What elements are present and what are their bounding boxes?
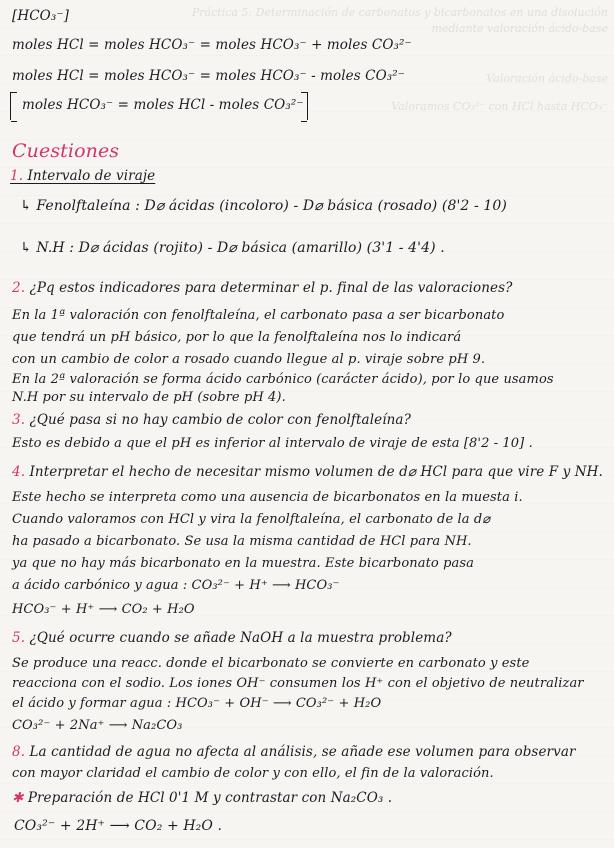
question-heading: 4. Interpretar el hecho de necesitar mismo volumen de d⌀ HCl para que vire F y NH. xyxy=(12,464,603,480)
indicator-line: ↳ Fenolftaleína : D⌀ ácidas (incoloro) - D⌀ básica (rosado) (8'2 - 10) xyxy=(20,198,507,214)
answer-line: Se produce una reacc. donde el bicarbonato se convierte en carbonato y este xyxy=(12,656,530,671)
question-number: 1. xyxy=(10,168,24,184)
answer-line: Esto es debido a que el pH es inferior al intervalo de viraje de esta [8'2 - 10] . xyxy=(12,436,533,451)
answer-line: que tendrá un pH básico, por lo que la fenolftaleína nos lo indicará xyxy=(12,330,462,345)
question-heading: 8. La cantidad de agua no afecta al análisis, se añade ese volumen para observar xyxy=(12,744,576,760)
bleed-through-text: Valoramos CO₃²⁻ con HCl hasta HCO₃⁻ xyxy=(391,100,608,113)
question-number: 8. xyxy=(12,744,26,760)
bleed-through-text: mediante valoración ácido-base xyxy=(431,22,608,35)
question-number: 2. xyxy=(12,280,26,296)
bleed-through-text: Práctica 5: Determinación de carbonatos y bicarbonatos en una disolución xyxy=(191,6,608,19)
question-heading: 1. Intervalo de viraje xyxy=(10,168,156,184)
answer-line: a ácido carbónico y agua : CO₃²⁻ + H⁺ ⟶ HCO₃⁻ xyxy=(12,578,340,593)
boxed-formula: moles HCO₃⁻ = moles HCl - moles CO₃²⁻ xyxy=(22,97,304,113)
answer-line: HCO₃⁻ + H⁺ ⟶ CO₂ + H₂O xyxy=(12,602,195,617)
preparation-heading: ✱ Preparación de HCl 0'1 M y contrastar con Na₂CO₃ . xyxy=(12,790,393,806)
text-line: moles HCl = moles HCO₃⁻ = moles HCO₃⁻ - moles CO₃²⁻ xyxy=(12,68,406,84)
text-line: moles HCl = moles HCO₃⁻ = moles HCO₃⁻ + moles CO₃²⁻ xyxy=(12,37,412,53)
equation-line: CO₃²⁻ + 2H⁺ ⟶ CO₂ + H₂O . xyxy=(14,818,223,834)
section-title: Cuestiones xyxy=(12,140,120,162)
answer-line: con un cambio de color a rosado cuando llegue al p. viraje sobre pH 9. xyxy=(12,352,486,367)
question-number: ✱ xyxy=(12,790,24,806)
answer-line: Cuando valoramos con HCl y vira la fenolftaleína, el carbonato de la d⌀ xyxy=(12,512,491,527)
answer-line: reacciona con el sodio. Los iones OH⁻ consumen los H⁺ con el objetivo de neutralizar xyxy=(12,676,584,691)
question-heading: 2. ¿Pq estos indicadores para determinar el p. final de las valoraciones? xyxy=(12,280,513,296)
answer-line: con mayor claridad el cambio de color y con ello, el fin de la valoración. xyxy=(12,766,494,781)
question-number: 3. xyxy=(12,412,26,428)
text-line: [HCO₃⁻] xyxy=(12,8,69,24)
answer-line: el ácido y formar agua : HCO₃⁻ + OH⁻ ⟶ CO₃²⁻ + H₂O xyxy=(12,696,382,711)
question-heading: 3. ¿Qué pasa si no hay cambio de color con fenolftaleína? xyxy=(12,412,411,428)
answer-line: N.H por su intervalo de pH (sobre pH 4). xyxy=(12,390,286,405)
indicator-line: ↳ N.H : D⌀ ácidas (rojito) - D⌀ básica (amarillo) (3'1 - 4'4) . xyxy=(20,240,445,256)
question-heading: 5. ¿Qué ocurre cuando se añade NaOH a la muestra problema? xyxy=(12,630,452,646)
answer-line: En la 2ª valoración se forma ácido carbónico (carácter ácido), por lo que usamos xyxy=(12,372,554,387)
question-number: 5. xyxy=(12,630,26,646)
answer-line: ya que no hay más bicarbonato en la muestra. Este bicarbonato pasa xyxy=(12,556,474,571)
answer-line: En la 1ª valoración con fenolftaleína, el carbonato pasa a ser bicarbonato xyxy=(12,308,505,323)
bleed-through-text: Valoración ácido-base xyxy=(486,72,608,85)
answer-line: Este hecho se interpreta como una ausencia de bicarbonatos en la muesta i. xyxy=(12,490,523,505)
question-number: 4. xyxy=(12,464,26,480)
answer-line: ha pasado a bicarbonato. Se usa la misma cantidad de HCl para NH. xyxy=(12,534,472,549)
answer-line: CO₃²⁻ + 2Na⁺ ⟶ Na₂CO₃ xyxy=(12,718,183,733)
